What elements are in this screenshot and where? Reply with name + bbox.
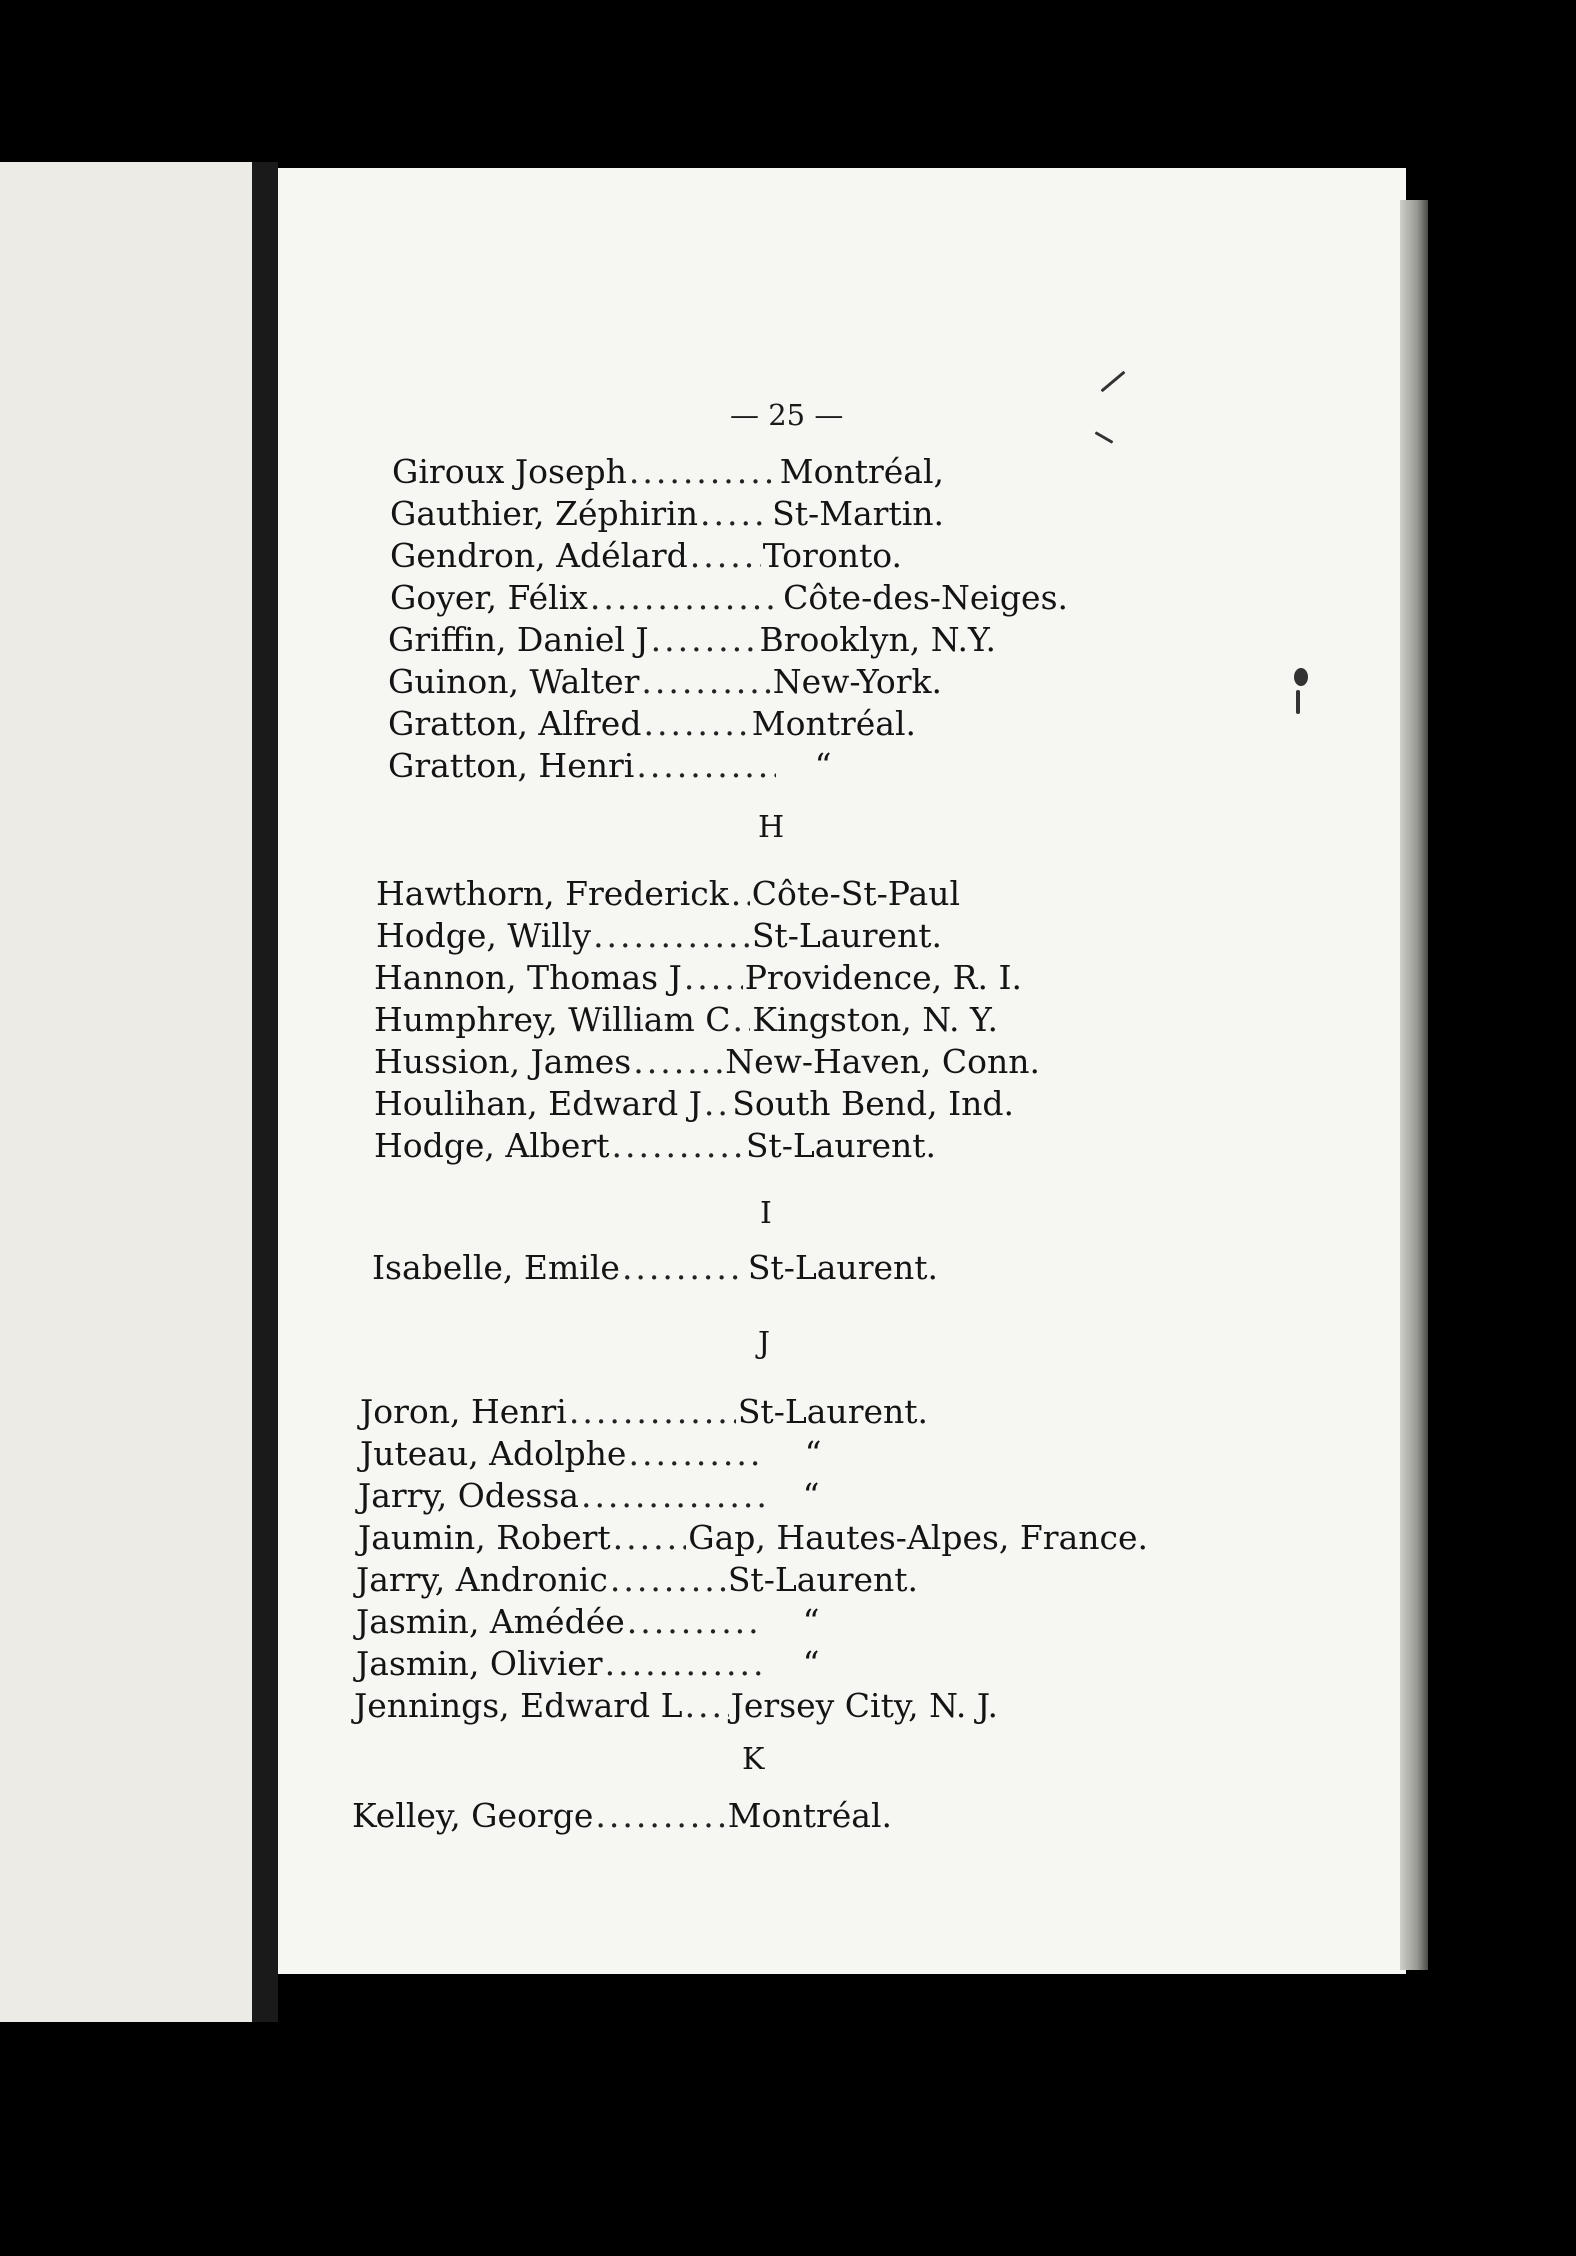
leader-dots: [641, 662, 770, 701]
entry-place: Toronto.: [762, 536, 902, 575]
book-gutter: [252, 162, 278, 2022]
ditto-mark: “: [802, 1602, 820, 1641]
leader-dots: [651, 620, 758, 659]
list-item: [374, 1042, 1040, 1082]
entry-name: Gendron, Adélard: [390, 536, 688, 575]
entry-name: Hodge, Albert: [374, 1126, 610, 1165]
list-item: [356, 1560, 918, 1600]
list-item: [374, 1084, 1014, 1124]
entry-name: Kelley, George: [352, 1796, 594, 1835]
list-item: [372, 1248, 938, 1288]
list-item: [352, 1796, 892, 1836]
ink-blot: [1294, 668, 1308, 686]
entry-name: Hussion, James: [374, 1042, 632, 1081]
entry-place: South Bend, Ind.: [732, 1084, 1014, 1123]
entry-name: Gauthier, Zéphirin: [390, 494, 698, 533]
leader-dots: [627, 1602, 764, 1641]
leader-dots: [605, 1644, 764, 1683]
entry-name: Hawthorn, Frederick: [376, 874, 729, 913]
leader-dots: [581, 1476, 764, 1515]
leader-dots: [629, 452, 778, 491]
list-item: [388, 620, 996, 660]
leader-dots: [684, 958, 743, 997]
leader-dots: [700, 494, 770, 533]
entry-name: Guinon, Walter: [388, 662, 640, 701]
list-item: [388, 704, 916, 744]
entry-name: Gratton, Henri: [388, 746, 635, 785]
entry-name: Gratton, Alfred: [388, 704, 642, 743]
leader-dots: [595, 1796, 725, 1835]
list-item: [360, 1392, 928, 1432]
entry-place: Providence, R. I.: [744, 958, 1022, 997]
entry-name: Giroux Joseph: [392, 452, 627, 491]
ink-mark: [1296, 690, 1300, 714]
ditto-mark: “: [804, 1434, 822, 1473]
entry-place: St-Laurent.: [751, 916, 942, 955]
entry-name: Houlihan, Edward J: [374, 1084, 702, 1123]
entry-place: Brooklyn, N.Y.: [759, 620, 996, 659]
leader-dots: [628, 1434, 766, 1473]
ditto-mark: “: [802, 1644, 820, 1683]
entry-place: Kingston, N. Y.: [752, 1000, 998, 1039]
section-letter-h: H: [758, 810, 785, 845]
entry-place: New-York.: [772, 662, 942, 701]
list-item: [360, 1434, 858, 1474]
list-item: [374, 1126, 936, 1166]
entry-name: Juteau, Adolphe: [360, 1434, 627, 1473]
entry-name: Joron, Henri: [360, 1392, 567, 1431]
list-item: [356, 1602, 856, 1642]
entry-place: St-Laurent.: [737, 1392, 928, 1431]
page-edge-shadow: [1400, 200, 1428, 1970]
entry-place: Montréal,: [779, 452, 944, 491]
leader-dots: [622, 1248, 746, 1287]
entry-name: Humphrey, William C: [374, 1000, 731, 1039]
list-item: [388, 746, 868, 786]
section-letter-j: J: [758, 1326, 771, 1361]
list-item: [354, 1686, 998, 1726]
entry-place: Montréal.: [751, 704, 916, 743]
leader-dots: [731, 874, 750, 913]
entry-name: Jasmin, Olivier: [356, 1644, 603, 1683]
leader-dots: [613, 1518, 687, 1557]
entry-place: Côte-St-Paul: [751, 874, 960, 913]
leader-dots: [685, 1686, 729, 1725]
page-number: — 25 —: [730, 398, 844, 432]
leader-dots: [704, 1084, 730, 1123]
leader-dots: [690, 536, 761, 575]
entry-name: Hannon, Thomas J: [374, 958, 682, 997]
list-item: [390, 494, 944, 534]
list-item: [376, 874, 960, 914]
section-letter-k: K: [742, 1742, 765, 1777]
entry-name: Jennings, Edward L: [354, 1686, 683, 1725]
entry-name: Hodge, Willy: [376, 916, 592, 955]
entry-place: St-Laurent.: [727, 1560, 918, 1599]
entry-name: Goyer, Félix: [390, 578, 588, 617]
leader-dots: [610, 1560, 726, 1599]
leader-dots: [611, 1126, 743, 1165]
leader-dots: [733, 1000, 751, 1039]
list-item: [390, 536, 902, 576]
leader-dots: [636, 746, 776, 785]
entry-name: Jasmin, Amédée: [356, 1602, 625, 1641]
list-item: [390, 578, 1068, 618]
list-item: [358, 1518, 1148, 1558]
entry-place: New-Haven, Conn.: [725, 1042, 1040, 1081]
entry-place: St-Laurent.: [747, 1248, 938, 1287]
leader-dots: [569, 1392, 736, 1431]
entry-name: Jarry, Odessa: [358, 1476, 579, 1515]
list-item: [376, 916, 942, 956]
entry-place: Côte-des-Neiges.: [783, 578, 1068, 617]
entry-name: Griffin, Daniel J: [388, 620, 649, 659]
section-letter-i: I: [760, 1196, 772, 1231]
entry-place: St-Martin.: [772, 494, 944, 533]
ditto-mark: “: [814, 746, 832, 785]
list-item: [374, 958, 1022, 998]
ditto-mark: “: [802, 1476, 820, 1515]
list-item: [392, 452, 944, 492]
list-item: [356, 1644, 856, 1684]
entry-name: Jarry, Andronic: [356, 1560, 608, 1599]
entry-place: St-Laurent.: [745, 1126, 936, 1165]
list-item: [358, 1476, 856, 1516]
list-item: [388, 662, 942, 702]
list-item: [374, 1000, 998, 1040]
entry-place: Jersey City, N. J.: [730, 1686, 998, 1725]
leader-dots: [643, 704, 749, 743]
leader-dots: [633, 1042, 723, 1081]
left-page: [0, 162, 255, 2022]
entry-name: Isabelle, Emile: [372, 1248, 620, 1287]
entry-place: Gap, Hautes-Alpes, France.: [688, 1518, 1148, 1557]
leader-dots: [593, 916, 750, 955]
leader-dots: [590, 578, 781, 617]
entry-name: Jaumin, Robert: [358, 1518, 611, 1557]
entry-place: Montréal.: [727, 1796, 892, 1835]
